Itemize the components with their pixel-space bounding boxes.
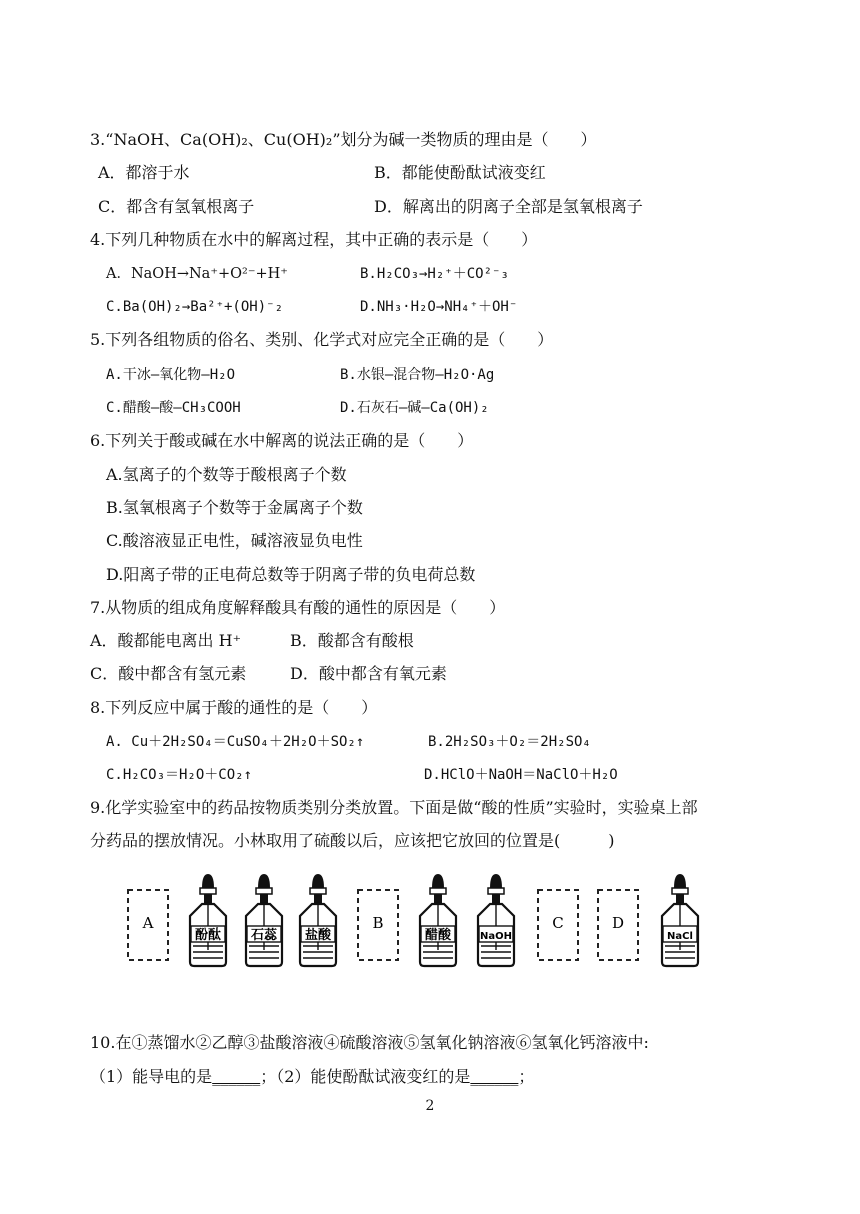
slot-label: D (611, 914, 625, 932)
q6-option-b: B.氢氧根离子个数等于金属离子个数 (106, 498, 363, 517)
q4-option-b: B.H₂CO₃→H₂⁺＋CO²⁻₃ (360, 266, 509, 282)
dropper-neck (434, 894, 442, 904)
dropper-collar (256, 888, 272, 894)
q10-answer-blank-2[interactable]: ______ (470, 1067, 519, 1086)
q7-option-a: A．酸都能电离出 H⁺ (90, 631, 242, 650)
dropper-bulb-icon (202, 874, 214, 888)
dropper-neck (492, 894, 500, 904)
bottle-label: 石蕊 (250, 928, 278, 943)
slot-label: B (372, 914, 384, 932)
q4-option-d: D.NH₃·H₂O→NH₄⁺＋OH⁻ (360, 299, 518, 315)
q10-parts (90, 1066, 534, 1088)
q7-option-b: B．酸都含有酸根 (290, 631, 414, 650)
q5-option-d: D.石灰石—碱—Ca(OH)₂ (340, 400, 489, 416)
slot-label: C (552, 914, 564, 932)
dropper-collar (200, 888, 216, 894)
dropper-neck (676, 894, 684, 904)
q3-option-d: D．解离出的阴离子全部是氢氧根离子 (374, 197, 643, 216)
dropper-bottle (300, 874, 336, 966)
q5-option-b: B.水银—混合物—H₂O·Ag (340, 367, 495, 383)
bottle-label: NaCl (667, 931, 693, 942)
dropper-bottle (190, 874, 226, 966)
q6-stem: 6.下列关于酸或碱在水中解离的说法正确的是（ ） (90, 431, 474, 450)
dropper-bottle (662, 874, 698, 966)
q3-stem: 3.“NaOH、Ca(OH)₂、Cu(OH)₂”划分为碱一类物质的理由是（ ） (90, 130, 597, 149)
dropper-neck (314, 894, 322, 904)
q10-part1-prefix: （1）能导电的是 (90, 1067, 213, 1086)
dropper-bottle (478, 874, 514, 966)
q9-line-1: 9.化学实验室中的药品按物质类别分类放置。下面是做“酸的性质”实验时，实验桌上部 (90, 798, 698, 817)
q10-stem: 10.在①蒸馏水②乙醇③盐酸溶液④硫酸溶液⑤氢氧化钠溶液⑥氢氧化钙溶液中: (90, 1033, 649, 1052)
q6-option-a: A.氢离子的个数等于酸根离子个数 (106, 465, 347, 484)
q8-option-c: C.H₂CO₃＝H₂O＋CO₂↑ (106, 767, 253, 783)
q5-option-c: C.醋酸—酸—CH₃COOH (106, 400, 241, 416)
q3-option-c: C．都含有氢氧根离子 (98, 197, 255, 216)
q3-option-b: B．都能使酚酞试液变红 (374, 163, 546, 182)
q8-option-b: B.2H₂SO₃＋O₂＝2H₂SO₄ (428, 734, 591, 750)
bottle-label: 盐酸 (304, 928, 332, 943)
lab-bench-diagram (120, 870, 720, 980)
q10-part2-suffix: ； (518, 1067, 535, 1086)
dropper-bottle (246, 874, 282, 966)
dropper-bulb-icon (490, 874, 502, 888)
q7-option-c: C．酸中都含有氢元素 (90, 664, 247, 683)
q4-stem: 4.下列几种物质在水中的解离过程，其中正确的表示是（ ） (90, 230, 538, 249)
q10-part1-suffix: ；（2）能使酚酞试液变红的是 (260, 1067, 471, 1086)
dropper-bulb-icon (312, 874, 324, 888)
slot-box-b (358, 890, 398, 960)
q4-option-a: A．NaOH→Na⁺+O²⁻+H⁺ (106, 266, 288, 282)
q6-option-d: D.阳离子带的正电荷总数等于阴离子带的负电荷总数 (106, 565, 476, 584)
dropper-collar (672, 888, 688, 894)
q8-option-a: A. Cu＋2H₂SO₄＝CuSO₄＋2H₂O＋SO₂↑ (106, 734, 365, 750)
q10-answer-blank-1[interactable]: ______ (212, 1067, 261, 1086)
slot-box-d (598, 890, 638, 960)
q3-option-a: A．都溶于水 (98, 163, 190, 182)
q6-option-c: C.酸溶液显正电性，碱溶液显负电性 (106, 531, 363, 550)
dropper-bulb-icon (674, 874, 686, 888)
dropper-collar (430, 888, 446, 894)
dropper-bulb-icon (432, 874, 444, 888)
q7-stem: 7.从物质的组成角度解释酸具有酸的通性的原因是（ ） (90, 598, 506, 617)
q5-option-a: A.干冰—氧化物—H₂O (106, 367, 236, 383)
dropper-collar (488, 888, 504, 894)
bottle-label: NaOH (480, 931, 512, 942)
q4-option-c: C.Ba(OH)₂→Ba²⁺+(OH)⁻₂ (106, 299, 284, 315)
q5-stem: 5.下列各组物质的俗名、类别、化学式对应完全正确的是（ ） (90, 330, 554, 349)
dropper-bottle (420, 874, 456, 966)
dropper-collar (310, 888, 326, 894)
dropper-bulb-icon (258, 874, 270, 888)
q7-option-d: D．酸中都含有氧元素 (290, 664, 447, 683)
bottle-label: 醋酸 (424, 928, 452, 943)
dropper-neck (204, 894, 212, 904)
slot-label: A (142, 914, 154, 932)
q9-line-2: 分药品的摆放情况。小林取用了硫酸以后，应该把它放回的位置是( ) (90, 831, 615, 850)
q8-stem: 8.下列反应中属于酸的通性的是（ ） (90, 698, 378, 717)
slot-box-a (128, 890, 168, 960)
q8-option-d: D.HClO＋NaOH＝NaClO＋H₂O (424, 767, 618, 783)
bottle-label: 酚酞 (194, 928, 222, 943)
dropper-neck (260, 894, 268, 904)
slot-box-c (538, 890, 578, 960)
page-number: 2 (425, 1098, 435, 1114)
